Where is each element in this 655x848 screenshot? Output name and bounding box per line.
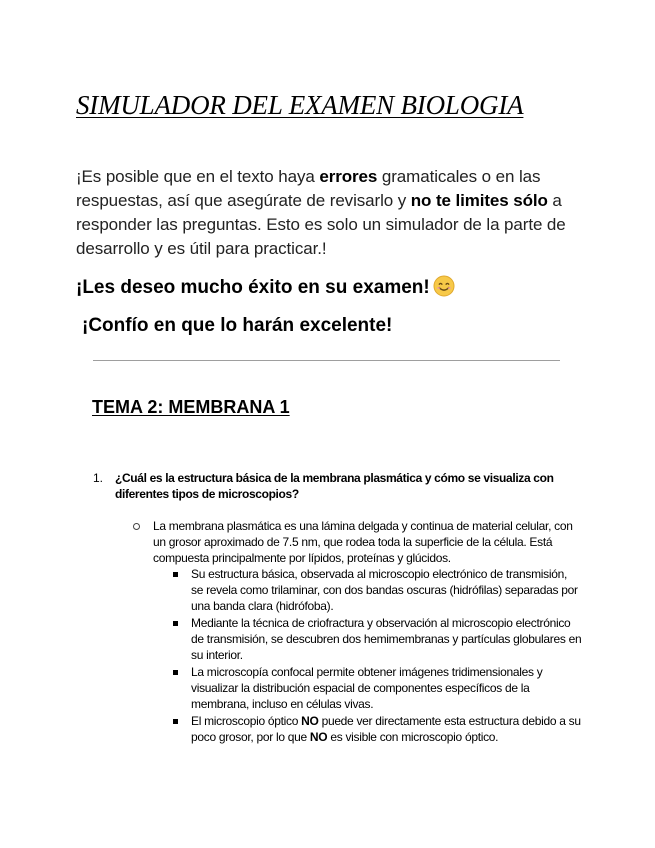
square-bullet-icon (173, 621, 178, 626)
square-bullet-icon (173, 719, 178, 724)
intro-bold-errores: errores (319, 167, 378, 186)
good-luck-text: ¡Les deseo mucho éxito en su examen! (76, 277, 430, 298)
question-text: ¿Cuál es la estructura básica de la membrana plasmática y cómo se visualiza con diferentes tipos de microscopios? (115, 471, 554, 501)
answer-text: La membrana plasmática es una lámina delgada y continua de material celular, con un grosor aproximado de 7.5 nm, que rodea toda la superficie de la célula. Está compuesta principalmente por lípidos, proteínas y glúcidos. (153, 519, 573, 565)
answer-point-text: La microscopía confocal permite obtener imágenes tridimensionales y visualizar la distribución espacial de componentes específicos de la membrana, incluso en células vivas. (191, 665, 543, 711)
horizontal-divider (93, 360, 560, 361)
answer-point-text: Su estructura básica, observada al microscopio electrónico de transmisión, se revela como trilaminar, con dos bandas oscuras (hidrófilas) separadas por una banda clara (hidrófoba). (191, 567, 578, 613)
document-title: SIMULADOR DEL EXAMEN BIOLOGIA (76, 90, 524, 120)
smiling-face-emoji-icon (433, 275, 455, 297)
circle-bullet-icon (133, 523, 140, 530)
answer-point (172, 713, 582, 745)
answer-point (172, 615, 582, 663)
confidence-line: ¡Confío en que lo harán excelente! (82, 315, 393, 336)
answer-point (172, 566, 582, 614)
square-bullet-icon (173, 670, 178, 675)
intro-paragraph (76, 165, 582, 261)
square-bullet-icon (173, 572, 178, 577)
intro-text-1: ¡Es posible que en el texto haya (76, 167, 320, 186)
answer-point-text: es visible con microscopio óptico. (327, 730, 499, 744)
intro-text-3: a responder las preguntas. Esto es solo un simulador de la parte de desarrollo y es útil para practicar.! (76, 191, 566, 258)
answer-point-text: puede ver directamente esta estructura debido a su poco grosor, por lo que (191, 714, 581, 744)
answer-points-list (172, 566, 582, 746)
answer-point-bold-no: NO (301, 714, 319, 728)
answer-point-bold-no: NO (309, 730, 328, 744)
topic-heading: TEMA 2: MEMBRANA 1 (92, 397, 290, 417)
answer-point-text: Mediante la técnica de criofractura y observación al microscopio electrónico de transmisión, se descubren dos hemimembranas y partículas globulares en su interior. (191, 616, 582, 662)
answer-point (172, 664, 582, 712)
question-number: 1. (93, 471, 104, 485)
intro-bold-no-te-limites: no te limites sólo (410, 191, 548, 210)
good-luck-line (76, 274, 455, 302)
intro-text-2: gramaticales o en las respuestas, así que asegúrate de revisarlo y (76, 167, 541, 210)
answer-point-text: El microscopio óptico (191, 714, 302, 728)
